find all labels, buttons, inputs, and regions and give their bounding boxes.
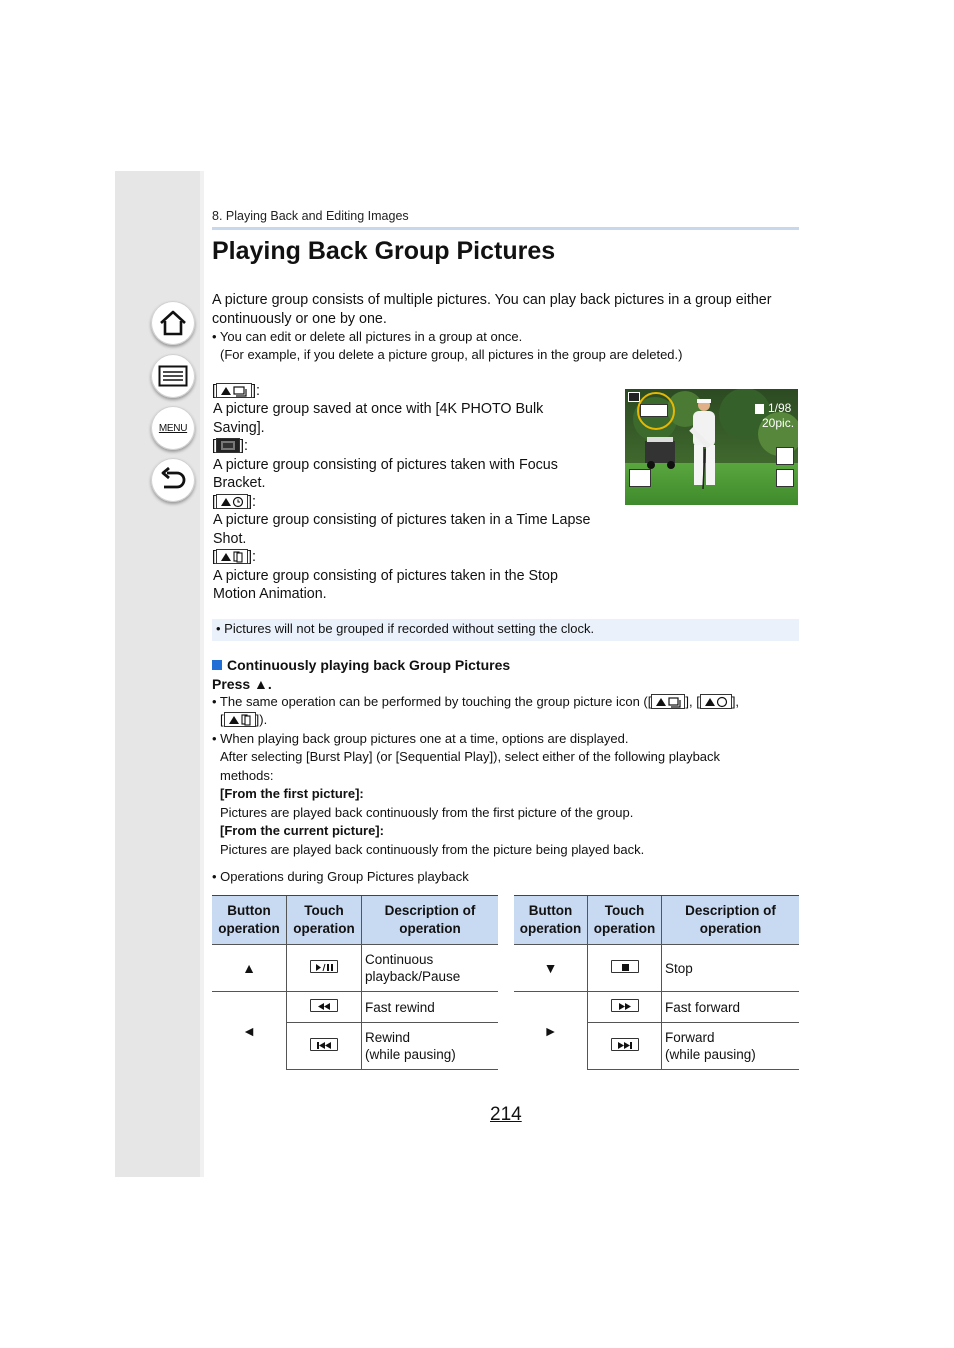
touch-fast-rewind-cell (287, 992, 362, 1023)
table-row (514, 992, 799, 1023)
desc-stop: Stop (662, 945, 800, 992)
touch-close: ]). (255, 712, 268, 727)
group-stopmotion-suffix: ]: (247, 549, 256, 565)
desc-continuous (362, 945, 499, 992)
options-line3: methods: (220, 768, 274, 783)
button-down: ▼ (514, 945, 588, 992)
group-timelapse-suffix: ]: (247, 494, 256, 510)
right-operations-table (514, 895, 799, 1070)
page-number: 214 (490, 1104, 522, 1125)
stop-icon[interactable] (611, 960, 639, 973)
header-desc-r2: operation (699, 921, 762, 936)
touch-play-pause-cell (287, 945, 362, 992)
touch-sep2: ], (731, 694, 740, 709)
fast-rewind-icon[interactable] (310, 999, 338, 1012)
group-4k-icon-line: [ ]: (212, 383, 260, 399)
group-timelapse-icon-line: [ ]: (212, 494, 256, 510)
desc-fast-rewind: Fast rewind (362, 992, 499, 1023)
page-title: Playing Back Group Pictures (212, 237, 556, 265)
desc-continuous-b: playback/Pause (365, 969, 461, 984)
table-row (212, 945, 498, 992)
fast-forward-icon[interactable] (611, 999, 639, 1012)
table-row (514, 945, 799, 992)
group-timelapse-desc-a: A picture group consisting of pictures taken in a Time Lapse (213, 512, 591, 528)
header-touch-2: operation (293, 921, 355, 936)
from-current-desc: Pictures are played back continuously from the picture being played back. (220, 842, 645, 857)
section-marker-icon (212, 660, 222, 670)
header-button-r (514, 896, 588, 945)
group-focus-desc-b: Bracket. (213, 475, 266, 491)
group-4k-suffix: ]: (251, 383, 260, 399)
desc-forward-a: Forward (665, 1030, 715, 1045)
header-button-2: operation (218, 921, 280, 936)
table-row (212, 992, 498, 1023)
breadcrumb: 8. Playing Back and Editing Images (212, 209, 409, 223)
playback-screen-photo (625, 389, 798, 505)
desc-rewind-b: (while pausing) (365, 1047, 456, 1062)
group-stopmotion-desc-a: A picture group consisting of pictures taken in the Stop (213, 568, 558, 584)
group-picture-touch-icon[interactable] (640, 404, 668, 417)
intro-line2: continuously or one by one. (212, 311, 387, 327)
touch-fast-forward-cell (588, 992, 662, 1023)
touch-bullet-line2 (220, 711, 267, 730)
press-instruction: Press ▲. (212, 676, 272, 692)
photo-counter: 1/98 (768, 401, 792, 415)
group-focus-icon-line: [ ]: (212, 438, 248, 454)
touch-forward-cell (588, 1023, 662, 1070)
header-touch-r1: Touch (604, 903, 645, 918)
options-line2: After selecting [Burst Play] (or [Sequential Play]), select either of the following playback (220, 749, 721, 764)
desc-forward-b: (while pausing) (665, 1047, 756, 1062)
group-focus-suffix: ]: (239, 438, 248, 454)
header-touch-r2: operation (593, 921, 656, 936)
header-desc-1: Description of (384, 903, 476, 918)
intro-bullet-example: (For example, if you delete a picture group, all pictures in the group are deleted.) (220, 347, 683, 362)
header-rule (212, 227, 799, 230)
desc-forward (662, 1023, 800, 1070)
stop-motion-icon (216, 549, 248, 564)
desc-rewind-a: Rewind (365, 1030, 411, 1045)
header-desc-r (662, 896, 800, 945)
group-4k-photo-icon (216, 383, 252, 398)
back-button[interactable] (151, 458, 195, 502)
button-right: ► (514, 992, 588, 1070)
from-first-desc: Pictures are played back continuously from the first picture of the group. (220, 805, 634, 820)
touch-stopmotion-icon (224, 712, 256, 727)
header-button-1: Button (227, 903, 271, 918)
menu-button[interactable] (151, 406, 195, 450)
group-stopmotion-desc-b: Motion Animation. (213, 586, 327, 602)
forward-icon[interactable] (611, 1038, 639, 1051)
group-4k-desc-b: Saving]. (213, 420, 265, 436)
header-button (212, 896, 287, 945)
menu-label: MENU (158, 422, 188, 434)
photo-group-count: 20pic. (762, 416, 795, 430)
return-icon (158, 467, 188, 493)
from-first-label: [From the first picture]: (220, 786, 364, 801)
touch-bullet-line1 (212, 693, 739, 712)
button-up: ▲ (212, 945, 287, 992)
touch-sep1: ], [ (685, 694, 700, 709)
note-box (212, 619, 799, 641)
touch-rewind-cell (287, 1023, 362, 1070)
protect-icon (755, 404, 764, 414)
header-desc-r1: Description of (685, 903, 776, 918)
time-lapse-icon (216, 494, 248, 509)
header-button-r1: Button (528, 903, 573, 918)
focus-bracket-icon (216, 438, 240, 453)
header-touch-r (588, 896, 662, 945)
contents-button[interactable] (151, 354, 195, 398)
header-touch (287, 896, 362, 945)
operations-label: • Operations during Group Pictures playback (212, 869, 469, 884)
options-bullet: • When playing back group pictures one at a time, options are displayed. (212, 731, 629, 746)
header-button-r2: operation (519, 921, 582, 936)
touch-4k-group-icon (651, 694, 685, 709)
play-mode-icon (628, 392, 640, 402)
delete-icon[interactable] (776, 469, 794, 487)
header-touch-1: Touch (304, 903, 344, 918)
touch-timelapse-icon (700, 694, 732, 709)
intro-line1: A picture group consists of multiple pictures. You can play back pictures in a group either (212, 292, 772, 308)
home-button[interactable] (151, 301, 195, 345)
intro-bullet: • You can edit or delete all pictures in a group at once. (212, 329, 523, 344)
touch-bullet-text: • The same operation can be performed by touching the group picture icon ([ (212, 694, 652, 709)
section-heading-text: Continuously playing back Group Pictures (227, 657, 511, 673)
touch-open: [ (220, 712, 224, 727)
zoom-icon[interactable] (776, 447, 794, 465)
header-desc-2: operation (399, 921, 461, 936)
desc-continuous-a: Continuous (365, 952, 434, 967)
header-desc (362, 896, 499, 945)
button-left: ◄ (212, 992, 287, 1070)
group-stopmotion-icon-line: [ ]: (212, 549, 256, 565)
touch-stop-cell (588, 945, 662, 992)
group-4k-desc-a: A picture group saved at once with [4K PHOTO Bulk (213, 401, 544, 417)
group-timelapse-desc-b: Shot. (213, 531, 247, 547)
home-icon (158, 309, 188, 337)
sidebar-edge (200, 171, 204, 1177)
rewind-icon[interactable] (310, 1038, 338, 1051)
return-touch-icon[interactable] (629, 469, 651, 487)
left-operations-table (212, 895, 498, 1070)
list-icon (158, 365, 188, 387)
section-heading (212, 656, 510, 675)
from-current-label: [From the current picture]: (220, 823, 384, 838)
desc-fast-forward: Fast forward (662, 992, 800, 1023)
note-text: • Pictures will not be grouped if recorded without setting the clock. (216, 621, 595, 636)
play-pause-icon[interactable] (310, 960, 338, 973)
group-focus-desc-a: A picture group consisting of pictures taken with Focus (213, 457, 558, 473)
desc-rewind (362, 1023, 499, 1070)
